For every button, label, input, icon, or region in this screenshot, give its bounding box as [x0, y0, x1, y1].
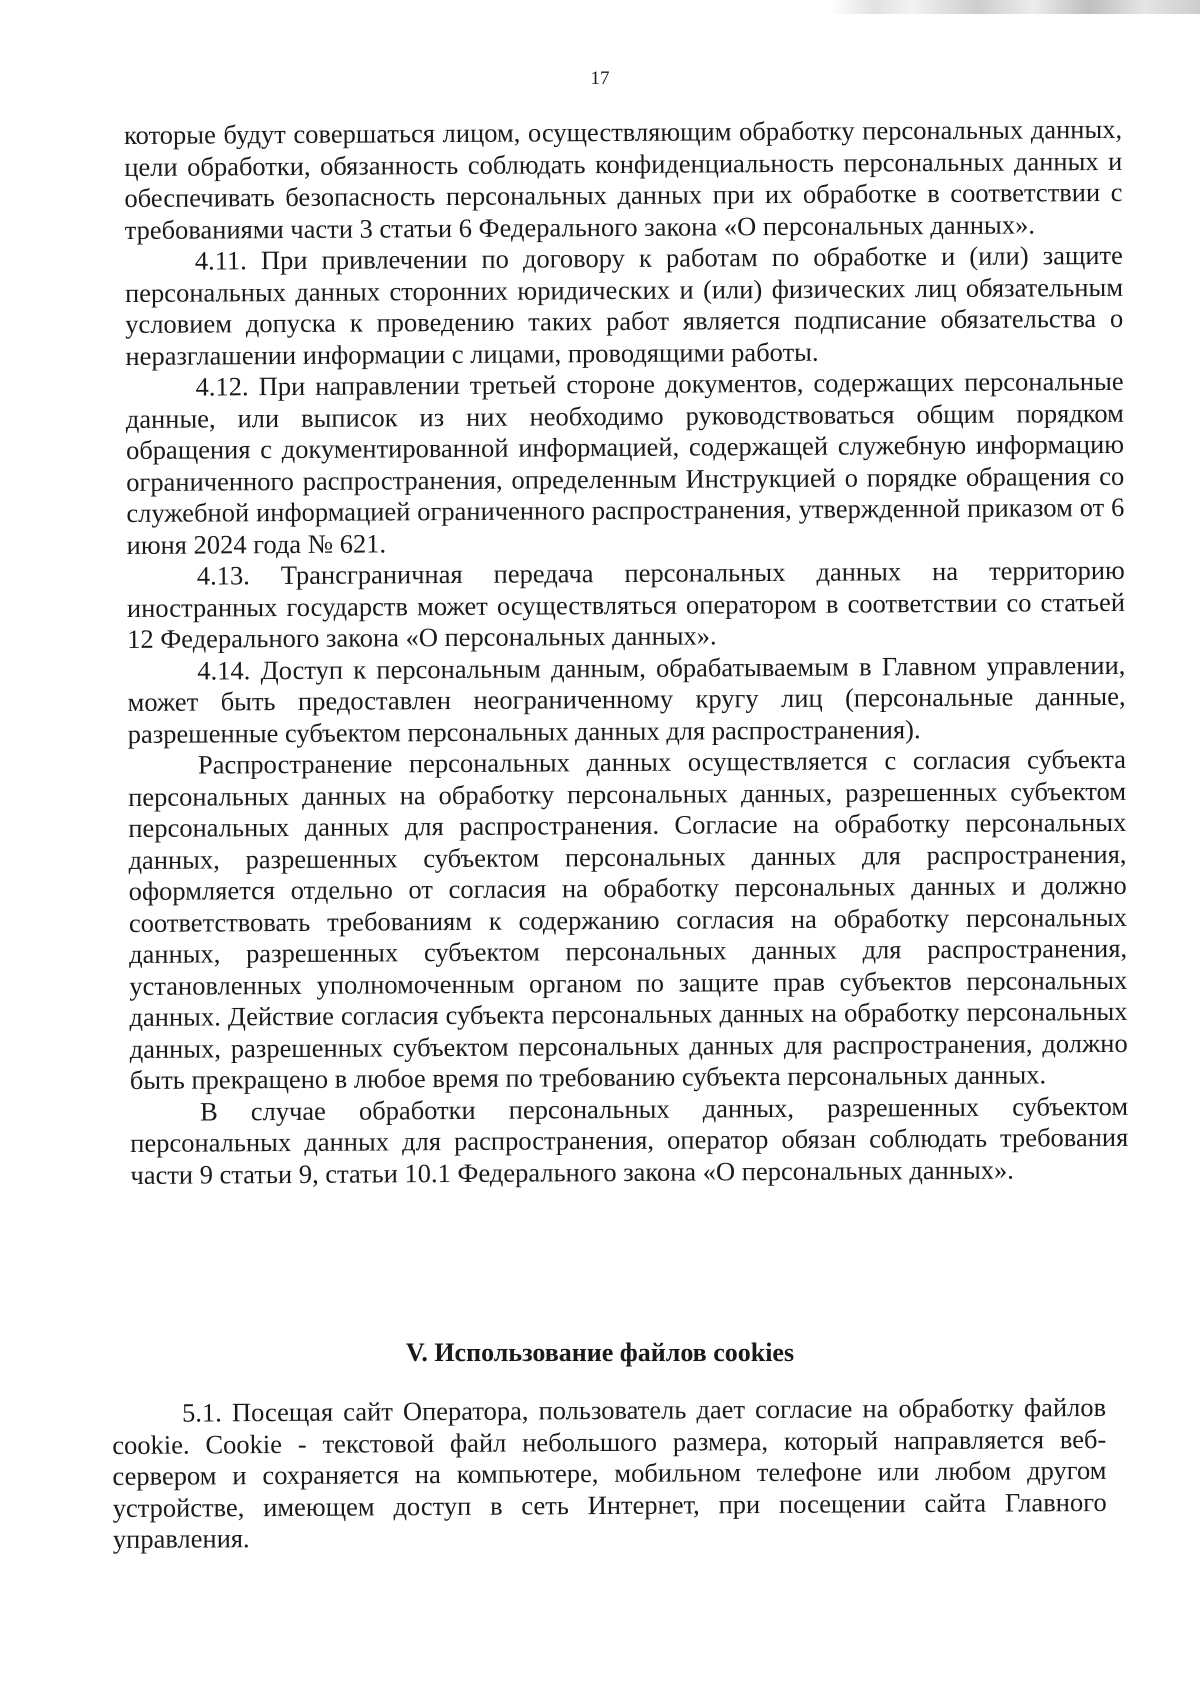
paragraph-4-12: 4.12. При направлении третьей стороне документов, содержащих персональные данные, или выписок из них необходимо руководствоваться общим порядком обращения с документированной информацией, содержащей служебную информацию ограниченного распространения, определенным Инструкцией о порядке обращения со служебной информацией ограниченного распространения, утвержденной приказом от 6 июня 2024 года № 621.: [125, 365, 1125, 560]
section-heading: V. Использование файлов cookies: [405, 1338, 795, 1367]
paragraph-4-13: 4.13. Трансграничная передача персональных данных на территорию иностранных государств может осуществляться оператором в соответствии со статьей 12 Федерального закона «О персональных данных».: [126, 554, 1126, 654]
page-number: 17: [590, 68, 610, 89]
paragraph-processing-case: В случае обработки персональных данных, разрешенных субъектом персональных данных для распространения, оператор обязан соблюдать требования части 9 статьи 9, статьи 10.1 Федерального закона «О персональных данных».: [130, 1090, 1129, 1190]
paragraph-distribution: Распространение персональных данных осуществляется с согласия субъекта персональных данных на обработку персональных данных, разрешенных субъектом персональных данных для распространения. Согласие на обработку персональных данных, разрешенных субъектом персональных данных для распространения, оформляется отдельно от согласия на обработку персональных данных и должно соответствовать требованиям к содержанию согласия на обработку персональных данных, разрешенных субъектом персональных данных для распространения, установленных уполномоченным органом по защите прав субъектов персональных данных. Действие согласия субъекта персональных данных на обработку персональных данных, разрешенных субъектом персональных данных для распространения, должно быть прекращено в любое время по требованию субъекта персональных данных.: [128, 743, 1128, 1095]
paragraph-continuation: которые будут совершаться лицом, осуществляющим обработку персональных данных, цели обработки, обязанность соблюдать конфиденциальность персональных данных и обеспечивать безопасность персональных данных при их обработке в соответствии с требованиями части 3 статьи 6 Федерального закона «О персональных данных».: [124, 113, 1123, 245]
document-body: [124, 114, 1129, 1191]
paragraph-4-14: 4.14. Доступ к персональным данным, обрабатываемым в Главном управлении, может быть предоставлен неограниченному кругу лиц (персональные данные, разрешенные субъектом персональных данных для распространения).: [127, 649, 1126, 749]
scan-edge-mark: [830, 0, 1200, 14]
section-body: [112, 1392, 1107, 1556]
paragraph-4-11: 4.11. При привлечении по договору к работам по обработке и (или) защите персональных данных сторонних юридических и (или) физических лиц обязательным условием допуска к проведению таких работ является подписание обязательства о неразглашении информации с лицами, проводящими работы.: [124, 239, 1124, 371]
paragraph-5-1: 5.1. Посещая сайт Оператора, пользователь дает согласие на обработку файлов cookie. Cookie - текстовой файл небольшого размера, который направляется веб-сервером и сохраняется на компьютере, мобильном телефоне или любом другом устройстве, имеющем доступ в сеть Интернет, при посещении сайта Главного управления.: [112, 1391, 1107, 1554]
